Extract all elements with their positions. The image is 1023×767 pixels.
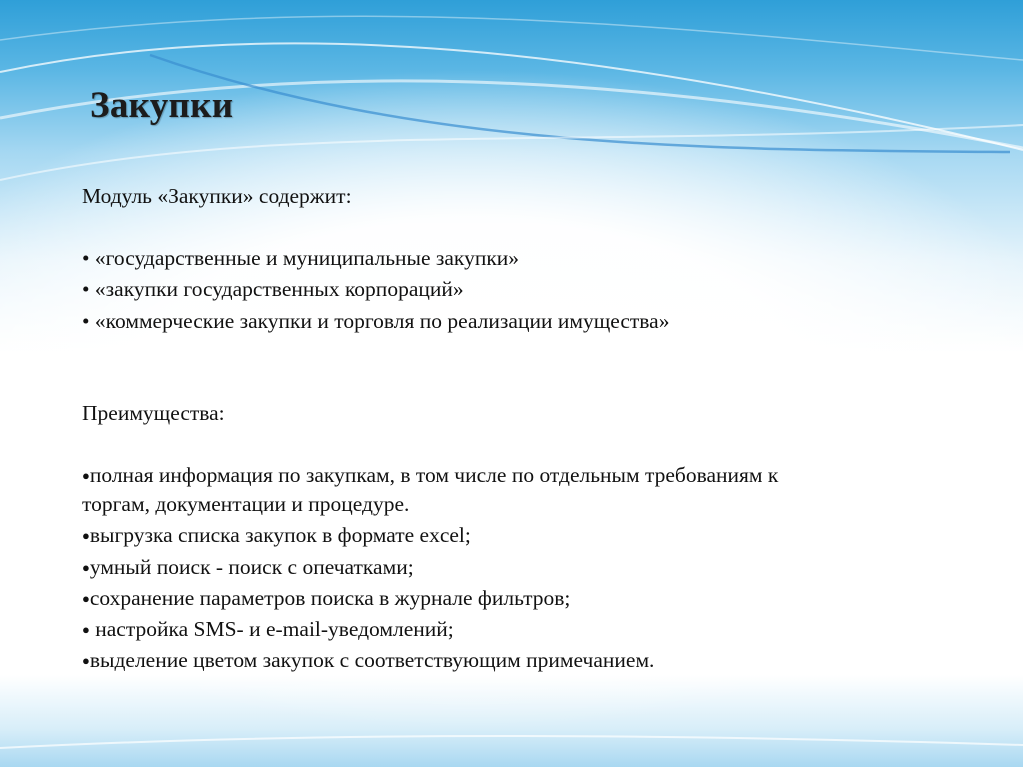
module-item-2: • «закупки государственных корпораций»: [82, 277, 464, 301]
module-item-3: • «коммерческие закупки и торговля по реализации имущества»: [82, 309, 670, 333]
bullet-icon: ●: [82, 468, 90, 483]
advantage-item-6: [82, 650, 654, 672]
advantage-text: выделение цветом закупок с соответствующим примечанием.: [89, 648, 655, 672]
advantage-text: умный поиск - поиск с опечатками;: [89, 555, 414, 579]
advantage-text: настройка SMS- и e-mail-уведомлений;: [89, 617, 454, 641]
module-item-1: • «государственные и муниципальные закупки»: [82, 246, 520, 270]
bullet-icon: ●: [82, 622, 90, 637]
module-intro: Модуль «Закупки» содержит:: [82, 184, 352, 208]
advantage-item-4: [82, 588, 570, 610]
advantage-item-1: [82, 465, 778, 487]
advantage-item-3: [82, 557, 414, 579]
advantage-item-2: [82, 525, 471, 547]
advantage-text: полная информация по закупкам, в том числе по отдельным требованиям к: [89, 463, 779, 487]
slide-title: Закупки: [90, 85, 234, 126]
bullet-icon: ●: [82, 528, 90, 543]
bullet-icon: ●: [82, 653, 90, 668]
bullet-icon: ●: [82, 560, 90, 575]
bullet-icon: ●: [82, 591, 90, 606]
advantages-title: Преимущества:: [82, 401, 225, 425]
advantage-text: выгрузка списка закупок в формате excel;: [89, 523, 471, 547]
advantage-item-5: [82, 619, 454, 641]
advantage-item-1-continuation: торгам, документации и процедуре.: [82, 492, 410, 516]
advantage-text: сохранение параметров поиска в журнале фильтров;: [89, 586, 571, 610]
